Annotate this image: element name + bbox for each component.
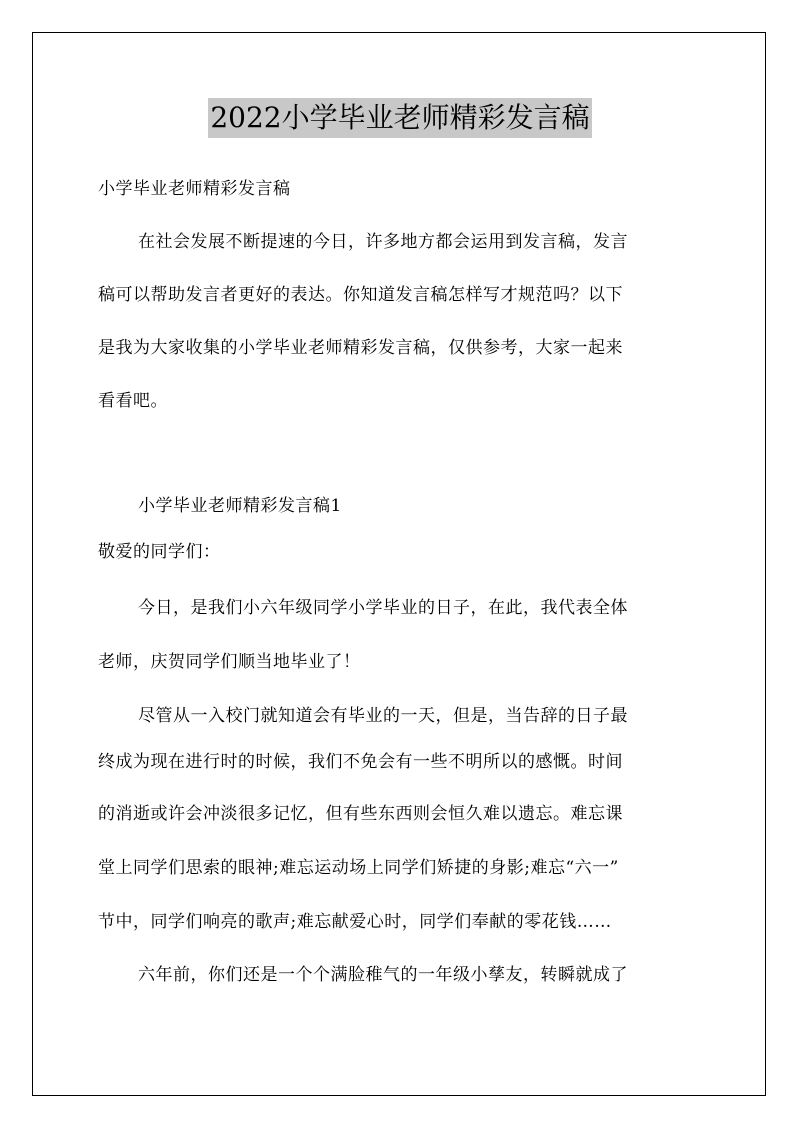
body-line: 老师，庆贺同学们顺当地毕业了！ <box>98 652 361 672</box>
body-line: 今日，是我们小六年级同学小学毕业的日子，在此，我代表全体 <box>138 598 628 618</box>
body-line: 的消逝或许会冲淡很多记忆，但有些东西则会恒久难以遗忘。难忘课 <box>98 804 623 824</box>
document-title: 2022小学毕业老师精彩发言稿 <box>208 98 591 138</box>
body-line: 尽管从一入校门就知道会有毕业的一天，但是，当告辞的日子最 <box>138 706 628 726</box>
salutation-line: 敬爱的同学们： <box>98 542 221 562</box>
body-line: 节中，同学们响亮的歌声;难忘献爱心时，同学们奉献的零花钱…… <box>98 912 612 932</box>
section-heading: 小学毕业老师精彩发言稿1 <box>138 496 342 516</box>
body-line: 堂上同学们思索的眼神;难忘运动场上同学们矫捷的身影;难忘“六一” <box>98 858 619 878</box>
body-line: 是我为大家收集的小学毕业老师精彩发言稿，仅供参考，大家一起来 <box>98 338 623 358</box>
subtitle-line: 小学毕业老师精彩发言稿 <box>98 179 291 199</box>
body-line: 稿可以帮助发言者更好的表达。你知道发言稿怎样写才规范吗？以下 <box>98 285 623 305</box>
body-line: 看看吧。 <box>98 391 168 411</box>
body-line: 终成为现在进行时的时候，我们不免会有一些不明所以的感慨。时间 <box>98 752 623 772</box>
body-line: 在社会发展不断提速的今日，许多地方都会运用到发言稿，发言 <box>138 232 628 252</box>
body-line: 六年前，你们还是一个个满脸稚气的一年级小孳友，转瞬就成了 <box>138 965 628 985</box>
title-container <box>0 98 800 138</box>
